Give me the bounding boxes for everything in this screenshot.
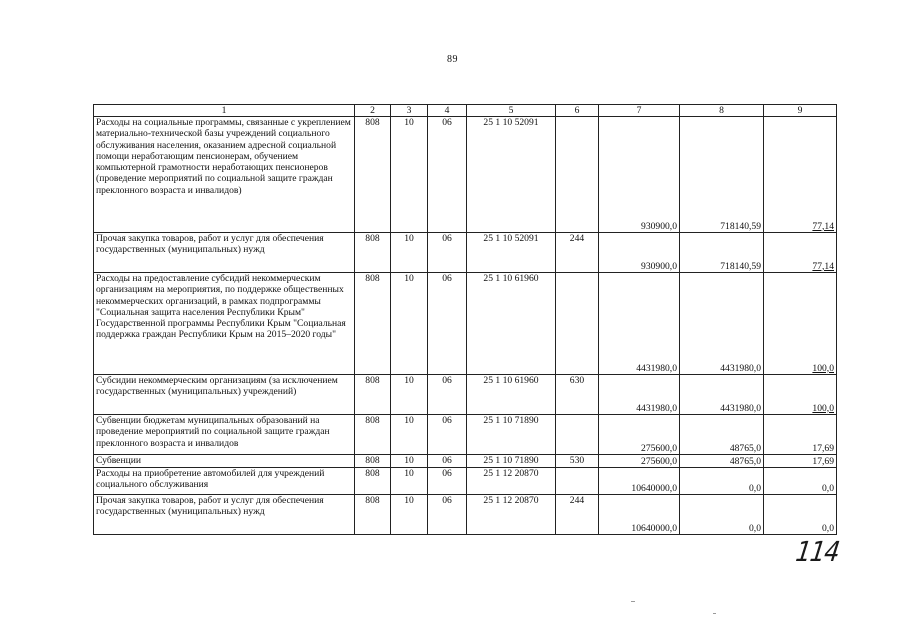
row-col-5: 25 1 10 71890 <box>467 455 556 468</box>
row-col-3: 10 <box>391 495 428 535</box>
row-col-9: 77,14 <box>764 233 837 273</box>
row-col-6 <box>556 117 599 233</box>
header-col-3: 3 <box>391 105 428 117</box>
row-col-9: 17,69 <box>764 415 837 455</box>
header-row <box>94 105 837 117</box>
row-col-8: 48765,0 <box>680 455 764 468</box>
row-col-8: 0,0 <box>680 495 764 535</box>
row-col-6 <box>556 468 599 495</box>
row-name: Расходы на социальные программы, связанные с укреплением материально-технической базы учреждений социального обслуживания населения, оказанием адресной социальной помощи неработающим пенсионерам, обучением компьютерной грамотности неработающих пенсионеров (проведение мероприятий по социальной защите граждан преклонного возраста и инвалидов) <box>94 117 355 233</box>
row-col-2: 808 <box>355 415 391 455</box>
header-col-7: 7 <box>599 105 680 117</box>
row-col-6: 630 <box>556 375 599 415</box>
table-row <box>94 233 837 273</box>
row-name: Прочая закупка товаров, работ и услуг для обеспечения государственных (муниципальных) нужд <box>94 495 355 535</box>
table-row <box>94 455 837 468</box>
row-col-5: 25 1 12 20870 <box>467 468 556 495</box>
row-name: Субсидии некоммерческим организациям (за исключением государственных (муниципальных) учреждений) <box>94 375 355 415</box>
row-col-7: 930900,0 <box>599 233 680 273</box>
row-col-2: 808 <box>355 375 391 415</box>
row-name: Расходы на приобретение автомобилей для учреждений социального обслуживания <box>94 468 355 495</box>
handwritten-page-number: 114 <box>793 535 842 569</box>
row-col-4: 06 <box>428 117 467 233</box>
header-col-1: 1 <box>94 105 355 117</box>
budget-table <box>93 104 837 535</box>
row-col-7: 10640000,0 <box>599 468 680 495</box>
table-row <box>94 375 837 415</box>
row-col-8: 4431980,0 <box>680 375 764 415</box>
table-row <box>94 495 837 535</box>
row-col-2: 808 <box>355 273 391 375</box>
row-col-7: 930900,0 <box>599 117 680 233</box>
row-col-4: 06 <box>428 375 467 415</box>
row-col-5: 25 1 10 52091 <box>467 117 556 233</box>
row-col-3: 10 <box>391 455 428 468</box>
row-col-9: 17,69 <box>764 455 837 468</box>
row-col-3: 10 <box>391 233 428 273</box>
row-col-4: 06 <box>428 468 467 495</box>
row-col-3: 10 <box>391 468 428 495</box>
row-col-7: 4431980,0 <box>599 375 680 415</box>
header-col-9: 9 <box>764 105 837 117</box>
row-col-3: 10 <box>391 117 428 233</box>
row-col-7: 10640000,0 <box>599 495 680 535</box>
table-row <box>94 468 837 495</box>
row-col-9: 0,0 <box>764 468 837 495</box>
row-col-5: 25 1 10 71890 <box>467 415 556 455</box>
row-col-4: 06 <box>428 495 467 535</box>
row-col-7: 4431980,0 <box>599 273 680 375</box>
row-col-2: 808 <box>355 117 391 233</box>
row-col-6 <box>556 273 599 375</box>
table-row <box>94 415 837 455</box>
row-col-8: 0,0 <box>680 468 764 495</box>
row-col-9: 77,14 <box>764 117 837 233</box>
row-col-4: 06 <box>428 273 467 375</box>
row-col-3: 10 <box>391 375 428 415</box>
table-row <box>94 117 837 233</box>
row-col-7: 275600,0 <box>599 415 680 455</box>
row-col-2: 808 <box>355 233 391 273</box>
header-col-5: 5 <box>467 105 556 117</box>
row-col-8: 4431980,0 <box>680 273 764 375</box>
row-col-4: 06 <box>428 233 467 273</box>
scan-speck <box>713 613 716 614</box>
row-col-2: 808 <box>355 455 391 468</box>
row-col-5: 25 1 10 61960 <box>467 273 556 375</box>
row-col-6: 530 <box>556 455 599 468</box>
row-col-9: 100,0 <box>764 375 837 415</box>
row-col-9: 100,0 <box>764 273 837 375</box>
row-col-4: 06 <box>428 455 467 468</box>
row-name: Субвенции бюджетам муниципальных образований на проведение мероприятий по социальной защите граждан преклонного возраста и инвалидов <box>94 415 355 455</box>
page-number: 89 <box>447 54 458 65</box>
row-col-6: 244 <box>556 495 599 535</box>
row-name: Субвенции <box>94 455 355 468</box>
header-col-2: 2 <box>355 105 391 117</box>
row-col-8: 718140,59 <box>680 233 764 273</box>
header-col-8: 8 <box>680 105 764 117</box>
row-col-6 <box>556 415 599 455</box>
row-name: Расходы на предоставление субсидий некоммерческим организациям на мероприятия, по поддержке общественных некоммерческих организаций, в рамках подпрограммы "Социальная защита населения Республики Крым" Государственной программы Республики Крым "Социальная поддержка граждан Республики Крым на 2015–2020 годы" <box>94 273 355 375</box>
row-col-5: 25 1 10 52091 <box>467 233 556 273</box>
scan-speck <box>631 601 635 602</box>
row-col-7: 275600,0 <box>599 455 680 468</box>
row-col-2: 808 <box>355 468 391 495</box>
header-col-6: 6 <box>556 105 599 117</box>
row-col-9: 0,0 <box>764 495 837 535</box>
table-row <box>94 273 837 375</box>
row-name: Прочая закупка товаров, работ и услуг для обеспечения государственных (муниципальных) нужд <box>94 233 355 273</box>
row-col-8: 718140,59 <box>680 117 764 233</box>
row-col-5: 25 1 12 20870 <box>467 495 556 535</box>
row-col-2: 808 <box>355 495 391 535</box>
row-col-4: 06 <box>428 415 467 455</box>
row-col-5: 25 1 10 61960 <box>467 375 556 415</box>
row-col-8: 48765,0 <box>680 415 764 455</box>
row-col-6: 244 <box>556 233 599 273</box>
row-col-3: 10 <box>391 415 428 455</box>
header-col-4: 4 <box>428 105 467 117</box>
row-col-3: 10 <box>391 273 428 375</box>
